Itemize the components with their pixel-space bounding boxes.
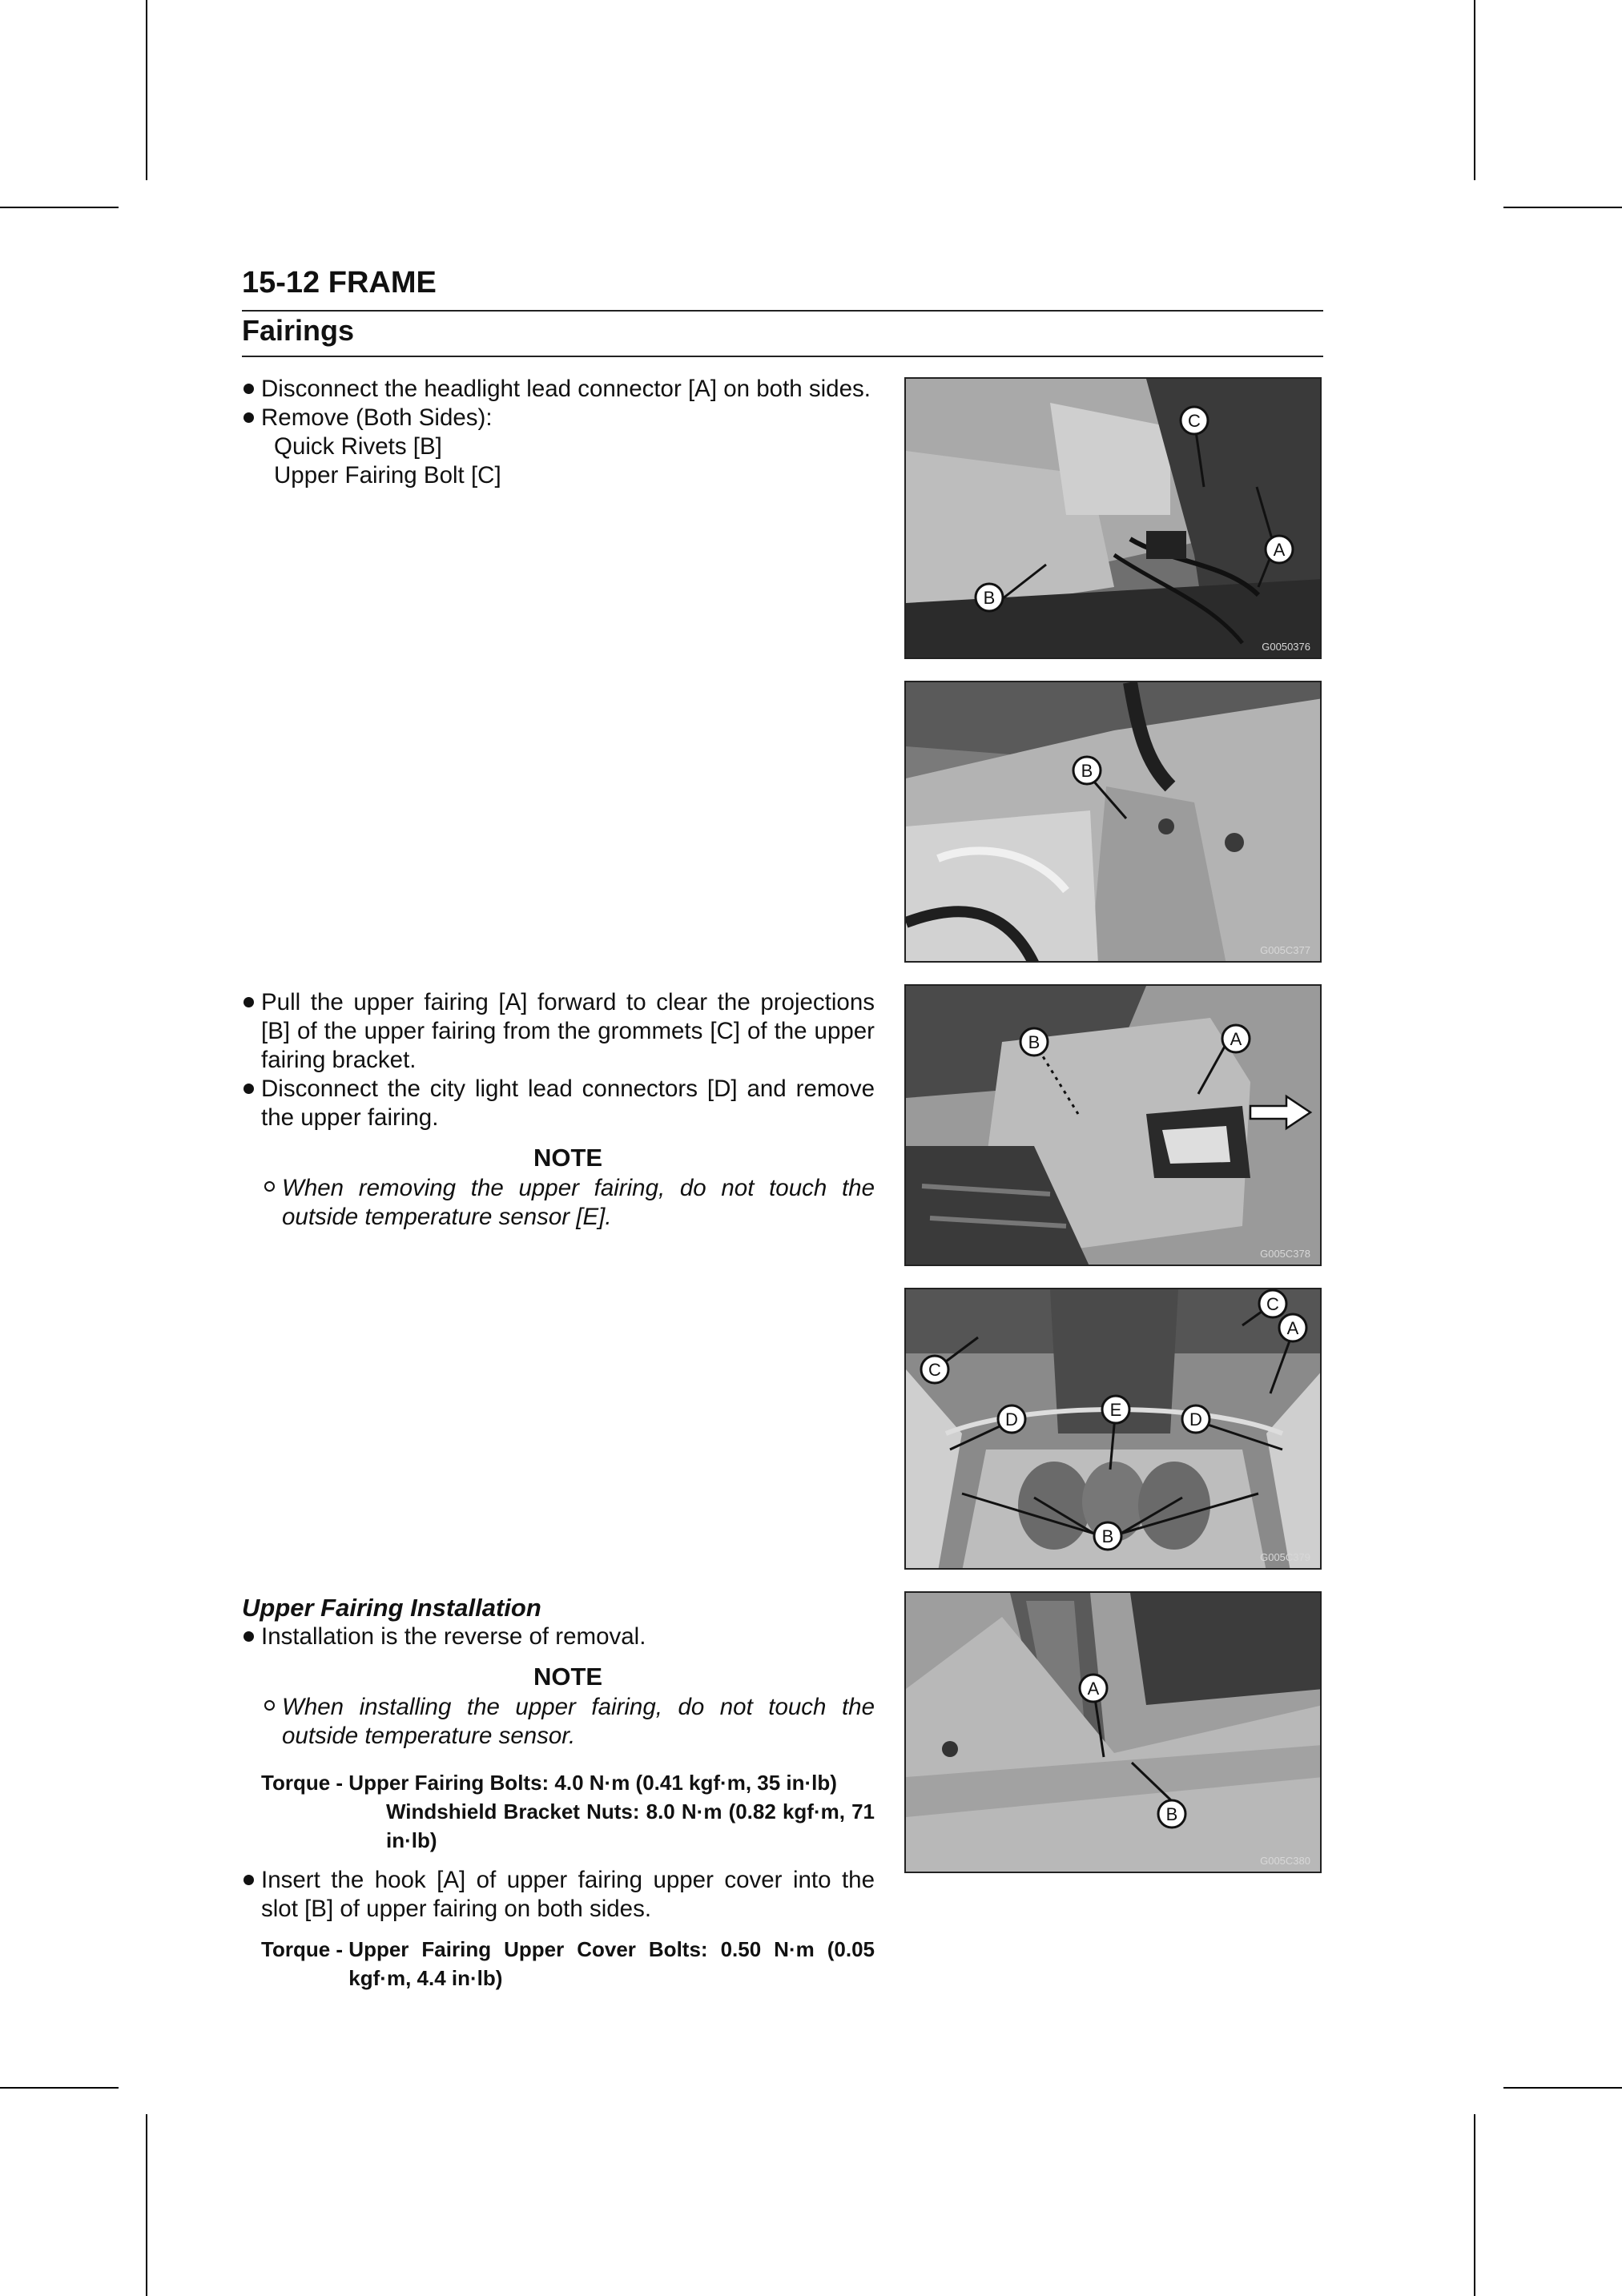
callout-a: A <box>1230 1029 1242 1049</box>
callout-b: B <box>1165 1804 1178 1824</box>
crop-mark <box>0 2087 119 2089</box>
item-quick-rivets: Quick Rivets [B] <box>274 433 442 460</box>
callout-b: B <box>1081 761 1093 781</box>
section-title: Fairings <box>242 314 355 347</box>
crop-mark <box>1474 0 1475 180</box>
callout-c: C <box>1266 1294 1279 1314</box>
callout-b: B <box>1028 1032 1040 1052</box>
step-disconnect-city-light: Disconnect the city light lead connectors [D] and remove the upper fairing. <box>242 1075 875 1132</box>
crop-mark <box>146 2114 147 2296</box>
callout-e: E <box>1109 1400 1122 1420</box>
figure-code: G005C379 <box>1260 1551 1310 1563</box>
figure-pull-fairing <box>904 984 1322 1266</box>
figure-code: G005C378 <box>1260 1248 1310 1260</box>
note-title: NOTE <box>533 1144 603 1172</box>
torque-label: Torque - <box>261 1771 344 1795</box>
figure-headlight-connector <box>904 377 1322 659</box>
callout-a: A <box>1087 1679 1100 1699</box>
torque-label: Torque - <box>261 1937 344 1961</box>
installation-subheading: Upper Fairing Installation <box>242 1594 541 1622</box>
crop-mark <box>0 207 119 208</box>
step-disconnect-headlight: Disconnect the headlight lead connector [A] on both sides. <box>242 375 875 404</box>
crop-mark <box>146 0 147 180</box>
figure-code: G005C380 <box>1260 1855 1310 1867</box>
step-pull-upper-fairing: Pull the upper fairing [A] forward to clear the projections [B] of the upper fairing from the grommets [C] of the upper fairing bracket. <box>242 988 875 1075</box>
torque-spec-1 <box>242 1768 875 1855</box>
torque-spec-2 <box>242 1935 875 1992</box>
callout-b: B <box>1101 1526 1114 1546</box>
item-upper-fairing-bolt: Upper Fairing Bolt [C] <box>274 462 501 489</box>
torque-windshield-bracket-nuts: Windshield Bracket Nuts: 8.0 N·m (0.82 kgf·m, 71 in·lb) <box>386 1799 875 1852</box>
removal-steps-1 <box>242 375 875 490</box>
removal-steps-2 <box>242 988 875 1232</box>
crop-mark <box>1503 207 1622 208</box>
step-remove-both-sides: Remove (Both Sides): <box>242 404 875 432</box>
callout-d: D <box>1189 1409 1202 1429</box>
figure-front-view <box>904 1288 1322 1570</box>
step-insert-hook: Insert the hook [A] of upper fairing upper cover into the slot [B] of upper fairing on both sides. <box>242 1866 875 1924</box>
callout-c: C <box>1188 411 1201 431</box>
callout-a: A <box>1286 1318 1299 1338</box>
torque-upper-fairing-bolts: Upper Fairing Bolts: 4.0 N·m (0.41 kgf·m, 35 in·lb) <box>348 1771 837 1795</box>
note-text: When removing the upper fairing, do not touch the outside temperature sensor [E]. <box>242 1174 875 1232</box>
header-rule <box>242 310 1323 312</box>
note-title: NOTE <box>533 1663 603 1691</box>
callout-d: D <box>1005 1409 1018 1429</box>
callout-c: C <box>928 1360 941 1380</box>
torque-upper-cover-bolts: Upper Fairing Upper Cover Bolts: 0.50 N·m (0.05 kgf·m, 4.4 in·lb) <box>348 1937 875 1990</box>
crop-mark <box>1474 2114 1475 2296</box>
crop-mark <box>1503 2087 1622 2089</box>
page-title: 15-12 FRAME <box>242 266 437 300</box>
installation-steps <box>242 1594 875 1992</box>
section-rule <box>242 356 1323 357</box>
figure-hook-slot <box>904 1591 1322 1873</box>
step-installation-reverse: Installation is the reverse of removal. <box>242 1622 875 1651</box>
figure-code: G0050376 <box>1262 641 1310 653</box>
figure-code: G005C377 <box>1260 944 1310 956</box>
figure-quick-rivets <box>904 681 1322 963</box>
callout-a: A <box>1273 540 1286 560</box>
note-text: When installing the upper fairing, do not touch the outside temperature sensor. <box>242 1693 875 1751</box>
callout-b: B <box>983 588 996 608</box>
